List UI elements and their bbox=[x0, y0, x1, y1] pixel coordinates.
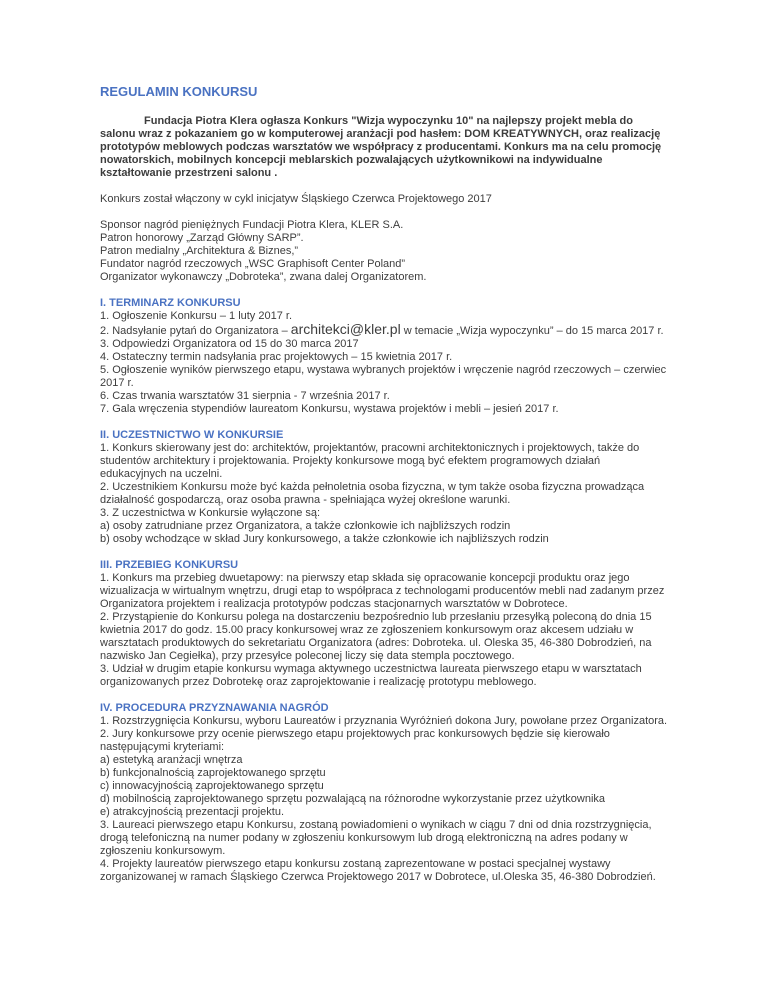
procedura-criterion-c: c) innowacyjnością zaprojektowanego sprzętu bbox=[100, 780, 324, 792]
section-uczestnictwo bbox=[100, 429, 668, 546]
terminarz-item-4: 4. Ostateczny termin nadsyłania prac projektowych – 15 kwietnia 2017 r. bbox=[100, 351, 453, 363]
przebieg-p2: 2. Przystąpienie do Konkursu polega na dostarczeniu bezpośrednio lub przesłaniu przesyłką poleconą do dnia 15 kwietnia 2017 do godz. 15.00 pracy konkursowej wraz ze zgłoszeniem konkursowym oraz akcesem udziału w warsztatach produktowych do sekretariatu Organizatora (adres: Dobroteka. ul. Oleska 35, 46-380 Dobrodzień, na nazwisko Jan Cegiełka), przy przesyłce poleconej liczy się data stempla pocztowego. bbox=[100, 611, 652, 662]
credit-line-patron-honorowy: Patron honorowy „Zarząd Główny SARP”. bbox=[100, 232, 304, 244]
przebieg-p3: 3. Udział w drugim etapie konkursu wymaga aktywnego uczestnictwa laureata pierwszego etapu w warsztatach organizowanych przez Dobrotekę oraz zaprojektowanie i realizację prototypu meblowego. bbox=[100, 663, 642, 688]
uczestnictwo-p2: 2. Uczestnikiem Konkursu może być każda pełnoletnia osoba fizyczna, w tym także osoba fizyczna prowadząca działalność gospodarczą, oraz osoba prawna - spełniająca wyżej określone warunki. bbox=[100, 481, 645, 506]
terminarz-item-7: 7. Gala wręczenia stypendiów laureatom Konkursu, wystawa projektów i mebli – jesień 2017 r. bbox=[100, 403, 559, 415]
uczestnictwo-p3: 3. Z uczestnictwa w Konkursie wyłączone są: bbox=[100, 507, 321, 519]
procedura-criterion-a: a) estetyką aranżacji wnętrza bbox=[100, 754, 243, 766]
uczestnictwo-exclusion-b: b) osoby wchodzące w skład Jury konkursowego, a także członkowie ich najbliższych rodzin bbox=[100, 533, 549, 545]
terminarz-item-2-suffix: w temacie „Wizja wypoczynku” – do 15 marca 2017 r. bbox=[400, 325, 664, 337]
uczestnictwo-exclusion-a: a) osoby zatrudniane przez Organizatora, a także członkowie ich najbliższych rodzin bbox=[100, 520, 511, 532]
terminarz-item-6: 6. Czas trwania warsztatów 31 sierpnia - 7 września 2017 r. bbox=[100, 390, 390, 402]
intro-paragraph: Fundacja Piotra Klera ogłasza Konkurs "Wizja wypoczynku 10" na najlepszy projekt mebla do salonu wraz z pokazaniem go w komputerowej aranżacji pod hasłem: DOM KREATYWNYCH, oraz realizację prototypów meblowych podczas warsztatów we współpracy z producentami. Konkurs ma na celu promocję nowatorskich, mobilnych koncepcji meblarskich pozwalających użytkownikowi na indywidualne kształtowanie przestrzeni salonu . bbox=[100, 115, 662, 179]
uczestnictwo-heading: II. UCZESTNICTWO W KONKURSIE bbox=[100, 429, 284, 441]
terminarz-item-3: 3. Odpowiedzi Organizatora od 15 do 30 marca 2017 bbox=[100, 338, 359, 350]
credit-line-patron-medialny: Patron medialny „Architektura & Biznes,” bbox=[100, 245, 299, 257]
procedura-p3: 3. Laureaci pierwszego etapu Konkursu, zostaną powiadomieni o wynikach w ciągu 7 dni od dnia rozstrzygnięcia, drogą telefoniczną na numer podany w zgłoszeniu konkursowym lub drogą elektroniczną na adres podany w zgłoszeniu konkursowym. bbox=[100, 819, 652, 857]
credit-line-sponsor: Sponsor nagród pieniężnych Fundacji Piotra Klera, KLER S.A. bbox=[100, 219, 404, 231]
contact-email: architekci@kler.pl bbox=[290, 321, 401, 337]
procedura-criterion-b: b) funkcjonalnością zaprojektowanego sprzętu bbox=[100, 767, 326, 779]
credits-list bbox=[100, 219, 668, 284]
credit-line-fundator: Fundator nagród rzeczowych „WSC Graphisoft Center Poland” bbox=[100, 258, 406, 270]
procedura-criterion-d: d) mobilnością zaprojektowanego sprzętu pozwalającą na różnorodne wykorzystanie przez użytkownika bbox=[100, 793, 606, 805]
document-title: REGULAMIN KONKURSU bbox=[100, 84, 258, 99]
section-procedura bbox=[100, 702, 668, 884]
przebieg-p1: 1. Konkurs ma przebieg dwuetapowy: na pierwszy etap składa się opracowanie koncepcji produktu oraz jego wizualizacja w wirtualnym wnętrzu, drugi etap to współpraca z technologami producentów mebli nad zadanym przez Organizatora projektem i realizacja prototypów podczas stacjonarnych warsztatów w Dobrotece. bbox=[100, 572, 665, 610]
section-terminarz bbox=[100, 297, 668, 416]
procedura-criterion-e: e) atrakcyjnością prezentacji projektu. bbox=[100, 806, 285, 818]
initiative-note: Konkurs został włączony w cykl inicjatyw Śląskiego Czerwca Projektowego 2017 bbox=[100, 193, 492, 205]
terminarz-heading: I. TERMINARZ KONKURSU bbox=[100, 297, 241, 309]
procedura-heading: IV. PROCEDURA PRZYZNAWANIA NAGRÓD bbox=[100, 702, 329, 714]
terminarz-item-2 bbox=[100, 323, 668, 338]
terminarz-item-5: 5. Ogłoszenie wyników pierwszego etapu, wystawa wybranych projektów i wręczenie nagród rzeczowych – czerwiec 2017 r. bbox=[100, 364, 667, 389]
procedura-p4: 4. Projekty laureatów pierwszego etapu konkursu zostaną zaprezentowane w postaci specjalnej wystawy zorganizowanej w ramach Śląskiego Czerwca Projektowego 2017 w Dobrotece, ul.Oleska 35, 46-380 Dobrodzień. bbox=[100, 858, 656, 883]
terminarz-item-1: 1. Ogłoszenie Konkursu – 1 luty 2017 r. bbox=[100, 310, 293, 322]
credit-line-organizator: Organizator wykonawczy „Dobroteka”, zwana dalej Organizatorem. bbox=[100, 271, 427, 283]
uczestnictwo-p1: 1. Konkurs skierowany jest do: architektów, projektantów, pracowni architektonicznych i projektowych, także do studentów architektury i projektowania. Projekty konkursowe mogą być efektem programowych działań edukacyjnych na uczelni. bbox=[100, 442, 640, 480]
procedura-p2: 2. Jury konkursowe przy ocenie pierwszego etapu projektowych prac konkursowych będzie się kierowało następującymi kryteriami: bbox=[100, 728, 610, 753]
terminarz-item-2-prefix: 2. Nadsyłanie pytań do Organizatora – bbox=[100, 325, 291, 337]
section-przebieg bbox=[100, 559, 668, 689]
przebieg-heading: III. PRZEBIEG KONKURSU bbox=[100, 559, 239, 571]
procedura-p1: 1. Rozstrzygnięcia Konkursu, wyboru Laureatów i przyznania Wyróżnień dokona Jury, powołane przez Organizatora. bbox=[100, 715, 668, 727]
